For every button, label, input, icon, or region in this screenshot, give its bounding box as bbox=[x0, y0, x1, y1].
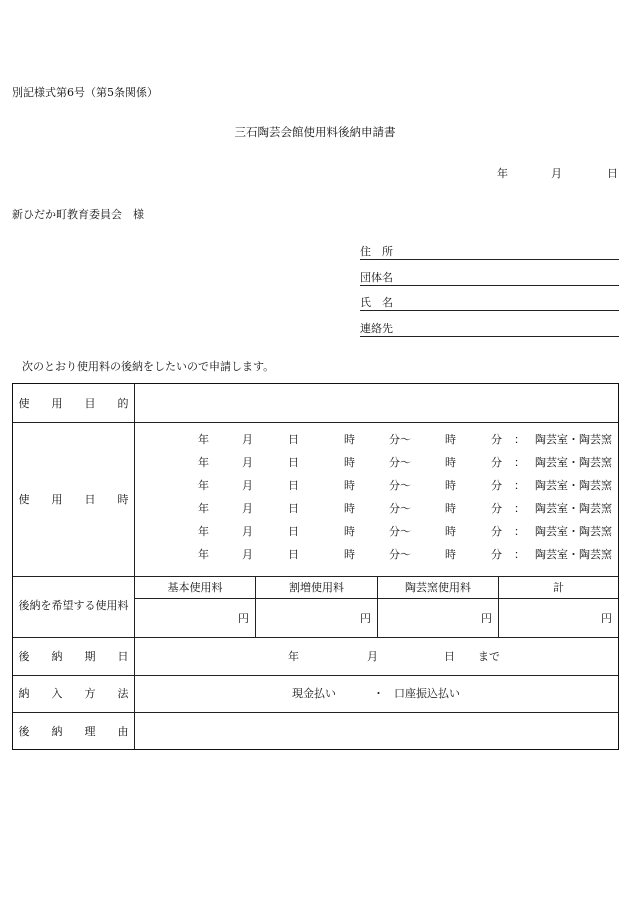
basic-fee-field[interactable]: 円 bbox=[238, 612, 249, 625]
name-label: 氏 名 bbox=[360, 296, 393, 309]
form-number-label: 別記様式第6号（第5条関係） bbox=[12, 86, 158, 99]
row-facility[interactable]: 陶芸室・陶芸窯 bbox=[535, 433, 612, 446]
schedule-row[interactable] bbox=[134, 549, 618, 563]
option-separator: ・ bbox=[373, 687, 384, 700]
row-facility[interactable]: 陶芸室・陶芸窯 bbox=[535, 548, 612, 561]
payment-method-label: 納 入 方 法 bbox=[18, 687, 129, 700]
row-facility[interactable]: 陶芸室・陶芸窯 bbox=[535, 502, 612, 515]
contact-field[interactable] bbox=[360, 322, 619, 337]
row-hour: 時 bbox=[344, 502, 355, 515]
row-year: 年 bbox=[198, 548, 209, 561]
row-facility[interactable]: 陶芸室・陶芸窯 bbox=[535, 525, 612, 538]
row-day: 日 bbox=[288, 502, 299, 515]
row-day: 日 bbox=[288, 456, 299, 469]
schedule-row[interactable] bbox=[134, 480, 618, 494]
organization-label: 団体名 bbox=[360, 271, 393, 284]
row-minute-end: 分 bbox=[491, 479, 502, 492]
row-hour: 時 bbox=[344, 433, 355, 446]
reason-label: 後 納 理 由 bbox=[18, 725, 129, 738]
kiln-fee-field[interactable]: 円 bbox=[481, 612, 492, 625]
row-facility[interactable]: 陶芸室・陶芸窯 bbox=[535, 479, 612, 492]
row-minute-end: 分 bbox=[491, 433, 502, 446]
address-label: 住 所 bbox=[360, 245, 393, 258]
basic-fee-header: 基本使用料 bbox=[167, 581, 223, 594]
due-until: まで bbox=[478, 650, 500, 663]
row-colon: ： bbox=[514, 525, 525, 538]
due-date-label: 後 納 期 日 bbox=[18, 650, 129, 663]
purpose-field[interactable] bbox=[135, 384, 618, 422]
row-hour-end: 時 bbox=[445, 548, 456, 561]
row-year: 年 bbox=[198, 479, 209, 492]
row-minute-to: 分〜 bbox=[389, 479, 411, 492]
row-month: 月 bbox=[242, 456, 253, 469]
address-field[interactable] bbox=[360, 245, 619, 260]
row-hour-end: 時 bbox=[445, 433, 456, 446]
row-year: 年 bbox=[198, 525, 209, 538]
row-hour-end: 時 bbox=[445, 525, 456, 538]
intro-text: 次のとおり使用料の後納をしたいので申請します。 bbox=[22, 360, 275, 373]
row-hour: 時 bbox=[344, 479, 355, 492]
row-minute-end: 分 bbox=[491, 548, 502, 561]
application-table bbox=[12, 383, 619, 750]
kiln-fee-header: 陶芸窯使用料 bbox=[405, 581, 471, 594]
payment-method-field[interactable] bbox=[134, 688, 618, 702]
row-minute-end: 分 bbox=[491, 525, 502, 538]
row-minute-to: 分〜 bbox=[389, 433, 411, 446]
schedule-row[interactable] bbox=[134, 434, 618, 448]
due-date-field[interactable] bbox=[134, 651, 618, 665]
row-colon: ： bbox=[514, 548, 525, 561]
contact-label: 連絡先 bbox=[360, 322, 393, 335]
row-colon: ： bbox=[514, 456, 525, 469]
row-month: 月 bbox=[242, 548, 253, 561]
row-month: 月 bbox=[242, 502, 253, 515]
row-colon: ： bbox=[514, 479, 525, 492]
schedule-row[interactable] bbox=[134, 503, 618, 517]
addressee: 新ひだか町教育委員会 様 bbox=[12, 208, 144, 221]
row-colon: ： bbox=[514, 502, 525, 515]
row-minute-end: 分 bbox=[491, 502, 502, 515]
row-minute-to: 分〜 bbox=[389, 502, 411, 515]
row-minute-to: 分〜 bbox=[389, 525, 411, 538]
row-month: 月 bbox=[242, 525, 253, 538]
purpose-label: 使 用 目 的 bbox=[18, 397, 129, 410]
transfer-option[interactable]: 口座振込払い bbox=[394, 687, 460, 700]
schedule-row[interactable] bbox=[134, 457, 618, 471]
row-minute-to: 分〜 bbox=[389, 456, 411, 469]
schedule-row[interactable] bbox=[134, 526, 618, 540]
row-minute-end: 分 bbox=[491, 456, 502, 469]
cash-option[interactable]: 現金払い bbox=[292, 687, 336, 700]
row-day: 日 bbox=[288, 479, 299, 492]
document-title: 三石陶芸会館使用料後納申請書 bbox=[234, 125, 396, 139]
row-facility[interactable]: 陶芸室・陶芸窯 bbox=[535, 456, 612, 469]
surcharge-fee-header: 割増使用料 bbox=[289, 581, 344, 594]
row-year: 年 bbox=[198, 502, 209, 515]
row-hour: 時 bbox=[344, 456, 355, 469]
row-hour-end: 時 bbox=[445, 456, 456, 469]
row-year: 年 bbox=[198, 456, 209, 469]
date-month-label: 月 bbox=[551, 167, 562, 180]
fees-label: 後納を希望する使用料 bbox=[18, 599, 129, 612]
row-day: 日 bbox=[288, 525, 299, 538]
due-year: 年 bbox=[288, 650, 299, 663]
organization-field[interactable] bbox=[360, 271, 619, 286]
row-colon: ： bbox=[514, 433, 525, 446]
row-hour: 時 bbox=[344, 548, 355, 561]
row-hour-end: 時 bbox=[445, 479, 456, 492]
total-fee-header: 計 bbox=[553, 581, 564, 594]
due-day: 日 bbox=[444, 650, 455, 663]
row-hour: 時 bbox=[344, 525, 355, 538]
surcharge-fee-field[interactable]: 円 bbox=[360, 612, 371, 625]
date-line bbox=[497, 168, 618, 179]
due-month: 月 bbox=[367, 650, 378, 663]
row-month: 月 bbox=[242, 479, 253, 492]
reason-field[interactable] bbox=[135, 713, 618, 749]
row-year: 年 bbox=[198, 433, 209, 446]
schedule-label: 使 用 日 時 bbox=[18, 493, 129, 506]
total-fee-field[interactable]: 円 bbox=[601, 612, 612, 625]
row-day: 日 bbox=[288, 548, 299, 561]
row-month: 月 bbox=[242, 433, 253, 446]
date-day-label: 日 bbox=[607, 167, 618, 180]
row-day: 日 bbox=[288, 433, 299, 446]
row-hour-end: 時 bbox=[445, 502, 456, 515]
date-year-label: 年 bbox=[497, 167, 508, 180]
name-field[interactable] bbox=[360, 296, 619, 311]
row-minute-to: 分〜 bbox=[389, 548, 411, 561]
